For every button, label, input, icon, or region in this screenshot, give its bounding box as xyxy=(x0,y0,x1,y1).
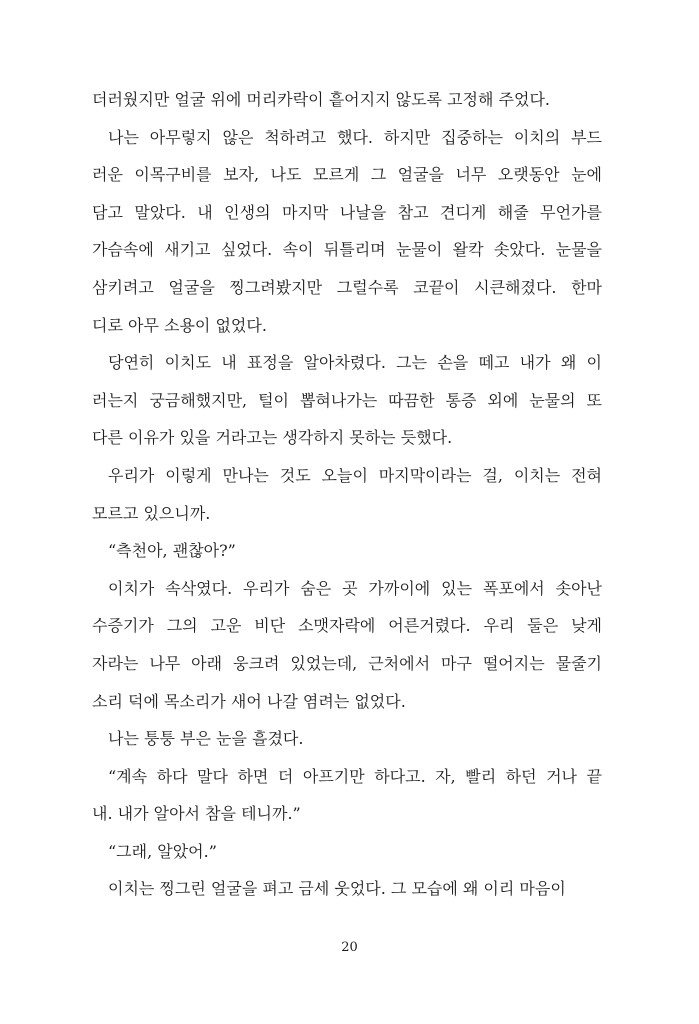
paragraph-line: 나는 아무렇지 않은 척하려고 했다. 하지만 집중하는 이치의 부드 xyxy=(108,127,602,147)
paragraph-line: “그래, 알았어.” xyxy=(108,841,217,861)
page-number: 20 xyxy=(341,940,358,955)
paragraph-line: 내. 내가 알아서 참을 테니까.” xyxy=(92,804,301,824)
paragraph-line: 우리가 이렇게 만나는 것도 오늘이 마지막이라는 걸, 이치는 전혀 xyxy=(108,465,602,485)
paragraph-line: 자라는 나무 아래 웅크려 있었는데, 근처에서 마구 떨어지는 물줄기 xyxy=(92,653,602,673)
paragraph-line: 나는 퉁퉁 부은 눈을 흘겼다. xyxy=(108,729,304,749)
paragraph-line: 수증기가 그의 고운 비단 소맷자락에 어른거렸다. 우리 둘은 낮게 xyxy=(92,616,602,636)
body-text xyxy=(92,81,602,908)
paragraph-line: 이치는 찡그린 얼굴을 펴고 금세 웃었다. 그 모습에 왜 이리 마음이 xyxy=(108,879,566,899)
paragraph-line: 더러웠지만 얼굴 위에 머리카락이 흩어지지 않도록 고정해 주었다. xyxy=(92,90,551,109)
paragraph-line: 당연히 이치도 내 표정을 알아차렸다. 그는 손을 떼고 내가 왜 이 xyxy=(108,353,602,373)
paragraph-line: 삼키려고 얼굴을 찡그려봤지만 그럴수록 코끝이 시큰해졌다. 한마 xyxy=(92,277,602,297)
paragraph-line: 가슴속에 새기고 싶었다. 속이 뒤틀리며 눈물이 왈칵 솟았다. 눈물을 xyxy=(92,240,602,260)
paragraph-line: 모르고 있으니까. xyxy=(92,503,211,523)
paragraph-line: 러는지 궁금해했지만, 털이 뽑혀나가는 따끔한 통증 외에 눈물의 또 xyxy=(92,390,602,410)
paragraph-line: “계속 하다 말다 하면 더 아프기만 하다고. 자, 빨리 하던 거나 끝 xyxy=(108,766,602,786)
paragraph-line: 담고 말았다. 내 인생의 마지막 나날을 참고 견디게 해줄 무언가를 xyxy=(92,202,602,222)
paragraph-line: 러운 이목구비를 보자, 나도 모르게 그 얼굴을 너무 오랫동안 눈에 xyxy=(92,165,602,185)
paragraph-line: 이치가 속삭였다. 우리가 숨은 곳 가까이에 있는 폭포에서 솟아난 xyxy=(108,578,602,598)
paragraph-line: 디로 아무 소용이 없었다. xyxy=(92,315,267,335)
paragraph-line: 소리 덕에 목소리가 새어 나갈 염려는 없었다. xyxy=(92,691,406,711)
paragraph-line: 다른 이유가 있을 거라고는 생각하지 못하는 듯했다. xyxy=(92,428,453,448)
paragraph-line: “측천아, 괜찮아?” xyxy=(108,541,236,561)
